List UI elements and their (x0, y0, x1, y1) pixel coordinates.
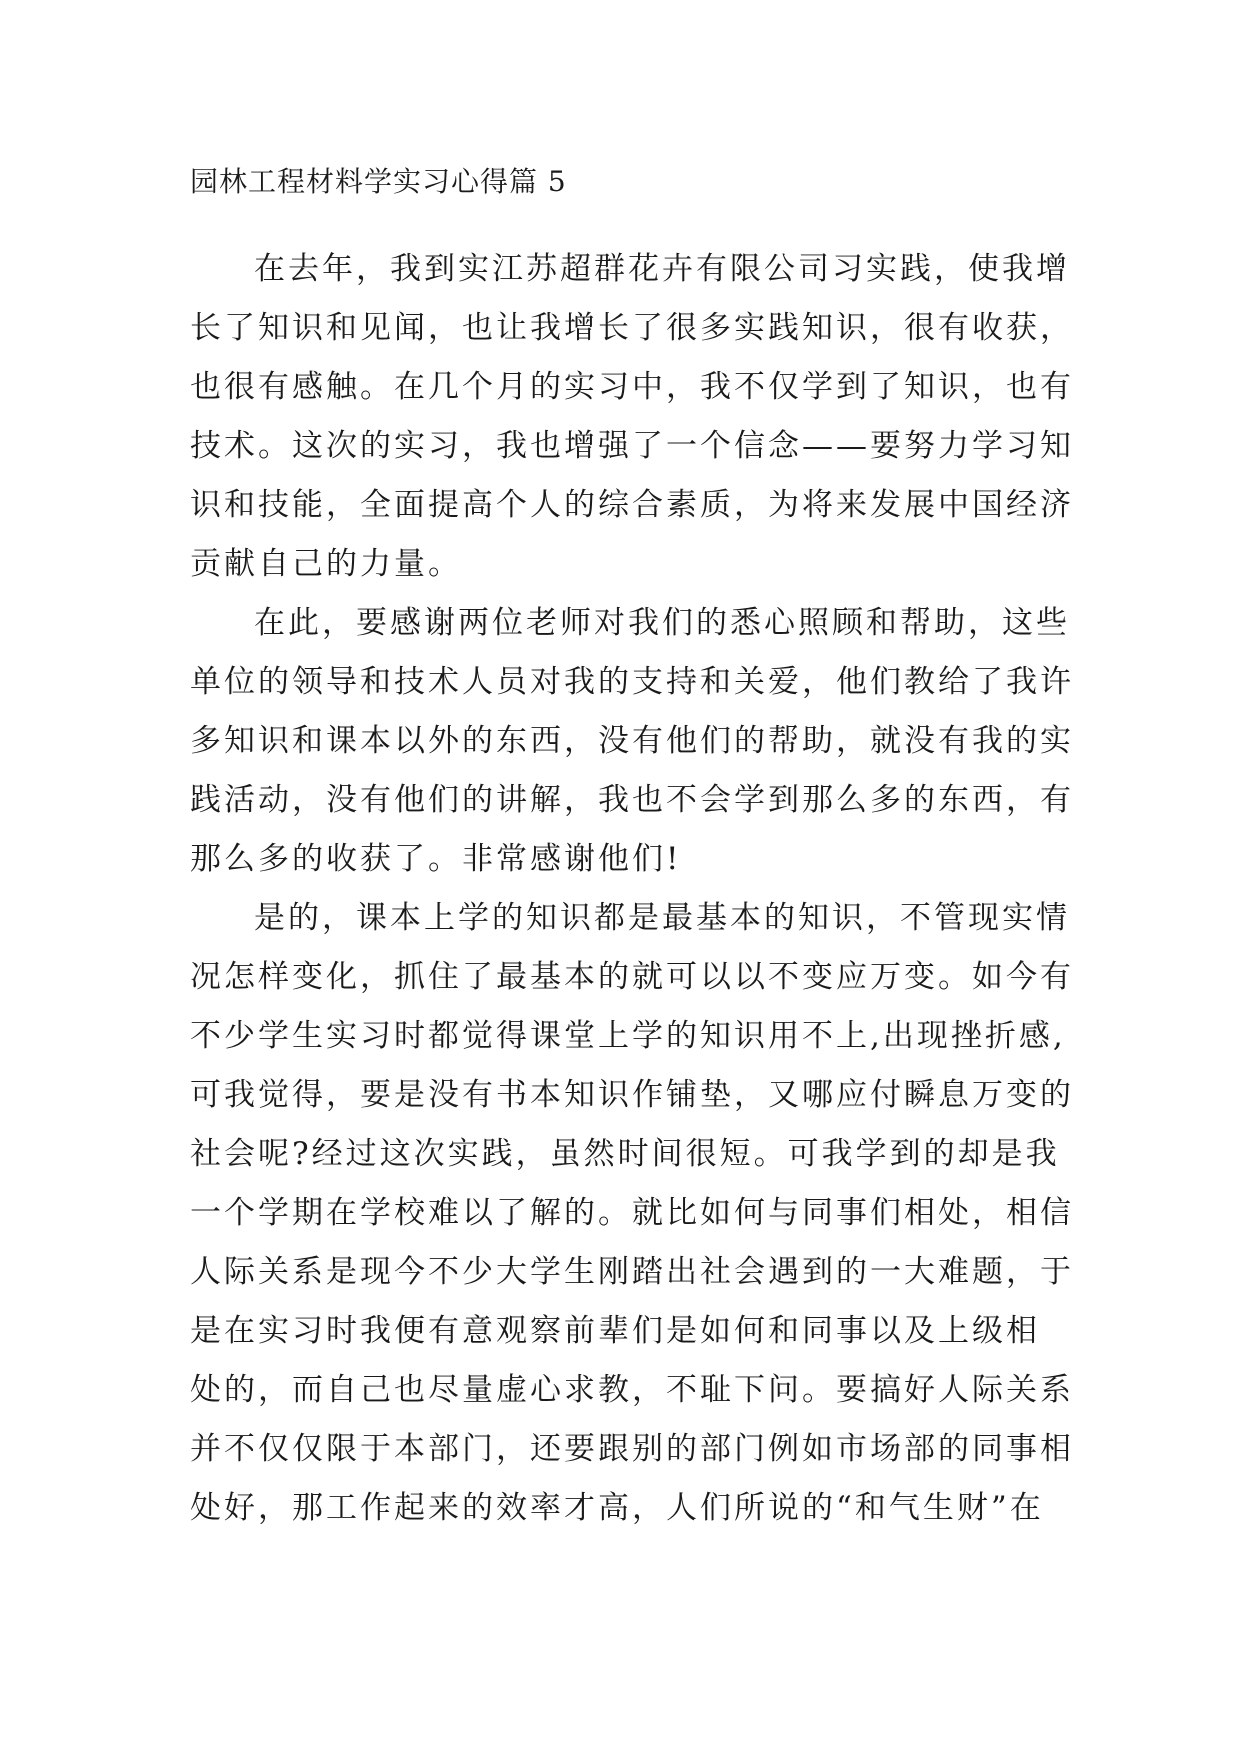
text-line: 识和技能，全面提高个人的综合素质，为将来发展中国经济 (190, 487, 1074, 523)
paragraph (190, 240, 1074, 594)
paragraph (190, 594, 1074, 889)
paragraph (190, 889, 1074, 1538)
text-line: 技术。这次的实习，我也增强了一个信念——要努力学习知 (190, 428, 1074, 464)
text-line: 并不仅仅限于本部门，还要跟别的部门例如市场部的同事相 (190, 1431, 1074, 1467)
text-line: 那么多的收获了。非常感谢他们! (190, 841, 682, 877)
text-line: 践活动，没有他们的讲解，我也不会学到那么多的东西，有 (190, 782, 1074, 818)
text-line: 长了知识和见闻，也让我增长了很多实践知识，很有收获， (190, 310, 1074, 346)
text-line: 也很有感触。在几个月的实习中，我不仅学到了知识，也有 (190, 369, 1074, 405)
text-line: 在此，要感谢两位老师对我们的悉心照顾和帮助，这些 (254, 605, 1070, 641)
text-line: 是的，课本上学的知识都是最基本的知识，不管现实情 (254, 900, 1070, 936)
text-line: 不少学生实习时都觉得课堂上学的知识用不上,出现挫折感, (190, 1018, 1066, 1054)
text-line: 多知识和课本以外的东西，没有他们的帮助，就没有我的实 (190, 723, 1074, 759)
text-line: 处的，而自己也尽量虚心求教，不耻下问。要搞好人际关系 (190, 1372, 1074, 1408)
text-line: 是在实习时我便有意观察前辈们是如何和同事以及上级相 (190, 1313, 1040, 1349)
text-line: 人际关系是现今不少大学生刚踏出社会遇到的一大难题，于 (190, 1254, 1074, 1290)
text-line: 单位的领导和技术人员对我的支持和关爱，他们教给了我许 (190, 664, 1074, 700)
text-line: 在去年，我到实江苏超群花卉有限公司习实践，使我增 (254, 251, 1070, 287)
document-body (190, 240, 1074, 1538)
text-line: 处好，那工作起来的效率才高，人们所说的“和气生财”在 (190, 1490, 1044, 1526)
text-line: 况怎样变化，抓住了最基本的就可以以不变应万变。如今有 (190, 959, 1074, 995)
document-title: 园林工程材料学实习心得篇 5 (190, 165, 567, 198)
text-line: 一个学期在学校难以了解的。就比如何与同事们相处，相信 (190, 1195, 1074, 1231)
text-line: 可我觉得，要是没有书本知识作铺垫，又哪应付瞬息万变的 (190, 1077, 1074, 1113)
text-line: 社会呢?经过这次实践，虽然时间很短。可我学到的却是我 (190, 1136, 1060, 1172)
text-line: 贡献自己的力量。 (190, 546, 462, 582)
